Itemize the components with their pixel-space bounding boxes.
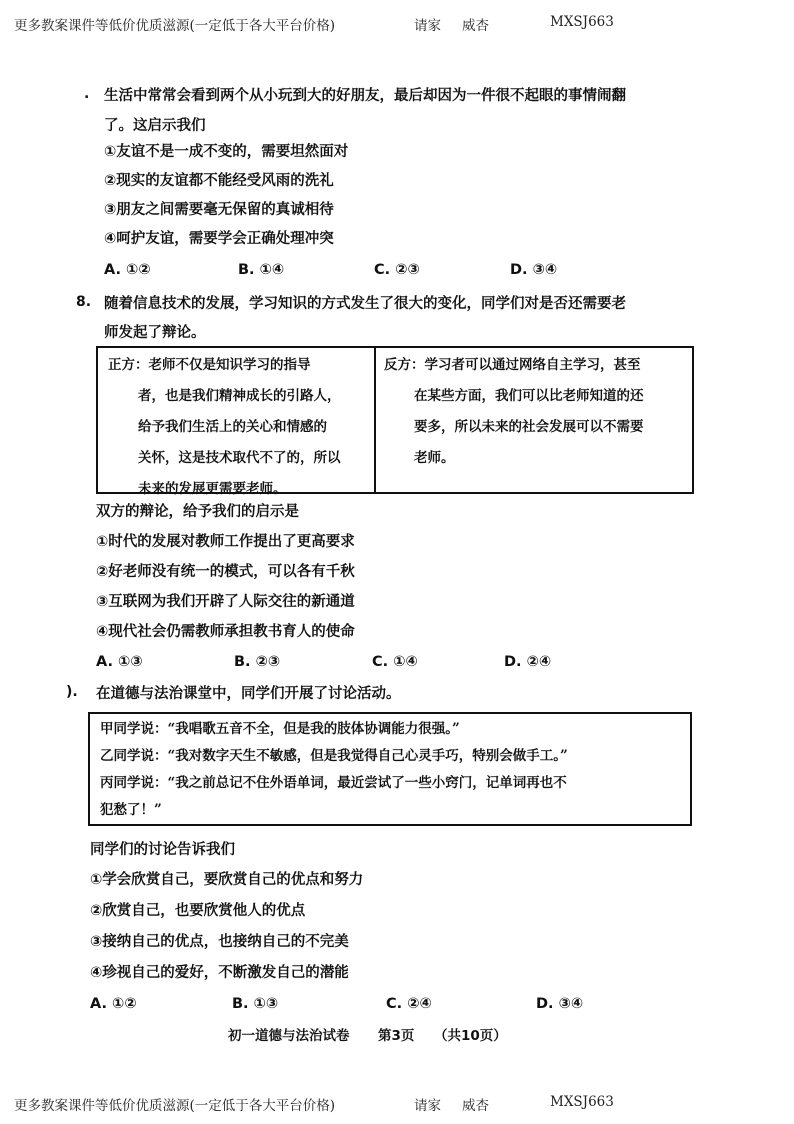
con-line: 要多，所以未来的社会发展可以不需要	[414, 419, 644, 435]
option-b[interactable]: B. ①③	[232, 996, 279, 1012]
option-a[interactable]: A. ①③	[96, 654, 143, 670]
question-stem-cont: 了。这启示我们	[104, 118, 206, 134]
option-a[interactable]: A. ①②	[90, 996, 137, 1012]
option-a[interactable]: A. ①②	[104, 262, 151, 278]
statement-item: ①时代的发展对教师工作提出了更高要求	[96, 534, 355, 550]
top-banner	[14, 14, 794, 34]
quote-line: 犯愁了！”	[100, 802, 162, 818]
banner-text: 更多教案课件等低价优质滋源(一定低于各大平台价格)	[14, 1098, 336, 1114]
page-footer	[228, 1024, 628, 1044]
pro-line: 者，也是我们精神成长的引路人，	[138, 388, 341, 404]
statement-item: ②好老师没有统一的模式，可以各有千秋	[96, 564, 355, 580]
pro-line: 给予我们生活上的关心和情感的	[138, 419, 327, 435]
statement-item: ④呵护友谊，需要学会正确处理冲突	[104, 231, 334, 247]
statement-item: ①友谊不是一成不变的，需要坦然面对	[104, 144, 349, 160]
banner-code: MXSJ663	[550, 14, 614, 30]
statement-item: ①学会欣赏自己，要欣赏自己的优点和努力	[90, 872, 364, 888]
question-number: .	[84, 86, 90, 102]
page-total: （共10页）	[434, 1028, 507, 1044]
option-d[interactable]: D. ②④	[504, 654, 552, 670]
question-stem-cont: 师发起了辩论。	[104, 325, 206, 341]
bottom-banner	[14, 1094, 794, 1114]
table-divider	[374, 348, 376, 492]
quote-line: 丙同学说：“我之前总记不住外语单词，最近尝试了一些小窍门，记单词再也不	[100, 775, 567, 791]
banner-text: 更多教案课件等低价优质滋源(一定低于各大平台价格)	[14, 18, 336, 34]
pro-argument	[108, 350, 374, 497]
discussion-box	[88, 712, 692, 826]
con-line: 反方：学习者可以通过网络自主学习，甚至	[384, 357, 641, 373]
banner-contact-name: 威杏	[462, 18, 489, 34]
option-b[interactable]: B. ①④	[238, 262, 285, 278]
quote-line: 乙同学说：“我对数字天生不敏感，但是我觉得自己心灵手巧，特别会做手工。”	[100, 748, 568, 764]
con-argument	[384, 350, 684, 492]
page-number: 第3页	[378, 1028, 415, 1044]
option-b[interactable]: B. ②③	[234, 654, 281, 670]
question-stem: 在道德与法治课堂中，同学们开展了讨论活动。	[96, 686, 401, 702]
statement-item: ④珍视自己的爱好，不断激发自己的潜能	[90, 965, 349, 981]
pro-line: 正方：老师不仅是知识学习的指导	[108, 357, 311, 373]
answer-options	[104, 262, 664, 282]
statement-item: ③接纳自己的优点，也接纳自己的不完美	[90, 934, 349, 950]
question-stem: 生活中常常会看到两个从小玩到大的好朋友，最后却因为一件很不起眼的事情闹翻	[104, 88, 626, 104]
question-prompt: 同学们的讨论告诉我们	[90, 842, 235, 858]
answer-options	[96, 654, 656, 674]
option-c[interactable]: C. ②④	[386, 996, 432, 1012]
banner-contact-prefix: 请家	[414, 18, 441, 34]
con-line: 老师。	[414, 450, 455, 466]
pro-line: 未来的发展更需要老师。	[138, 481, 287, 497]
pro-line: 关怀，这是技术取代不了的，所以	[138, 450, 341, 466]
banner-code: MXSJ663	[550, 1094, 614, 1110]
debate-table	[96, 346, 694, 497]
statement-item: ③互联网为我们开辟了人际交往的新通道	[96, 594, 355, 610]
question-prompt: 双方的辩论，给予我们的启示是	[96, 504, 299, 520]
banner-contact-prefix: 请家	[414, 1098, 441, 1114]
option-c[interactable]: C. ①④	[372, 654, 418, 670]
statement-item: ②现实的友谊都不能经受风雨的洗礼	[104, 173, 334, 189]
option-d[interactable]: D. ③④	[510, 262, 558, 278]
statement-item: ③朋友之间需要毫无保留的真诚相待	[104, 202, 334, 218]
con-line: 在某些方面，我们可以比老师知道的还	[414, 388, 644, 404]
question-number: ).	[66, 684, 78, 700]
question-number: 8.	[76, 294, 92, 310]
answer-options	[90, 996, 650, 1016]
statement-item: ②欣赏自己，也要欣赏他人的优点	[90, 903, 306, 919]
exam-title: 初一道德与法治试卷	[228, 1028, 350, 1044]
statement-item: ④现代社会仍需教师承担教书育人的使命	[96, 624, 355, 640]
option-c[interactable]: C. ②③	[374, 262, 420, 278]
quote-line: 甲同学说：“我唱歌五音不全，但是我的肢体协调能力很强。”	[100, 721, 460, 737]
question-stem: 随着信息技术的发展，学习知识的方式发生了很大的变化，同学们对是否还需要老	[104, 296, 626, 312]
option-d[interactable]: D. ③④	[536, 996, 584, 1012]
banner-contact-name: 威杏	[462, 1098, 489, 1114]
